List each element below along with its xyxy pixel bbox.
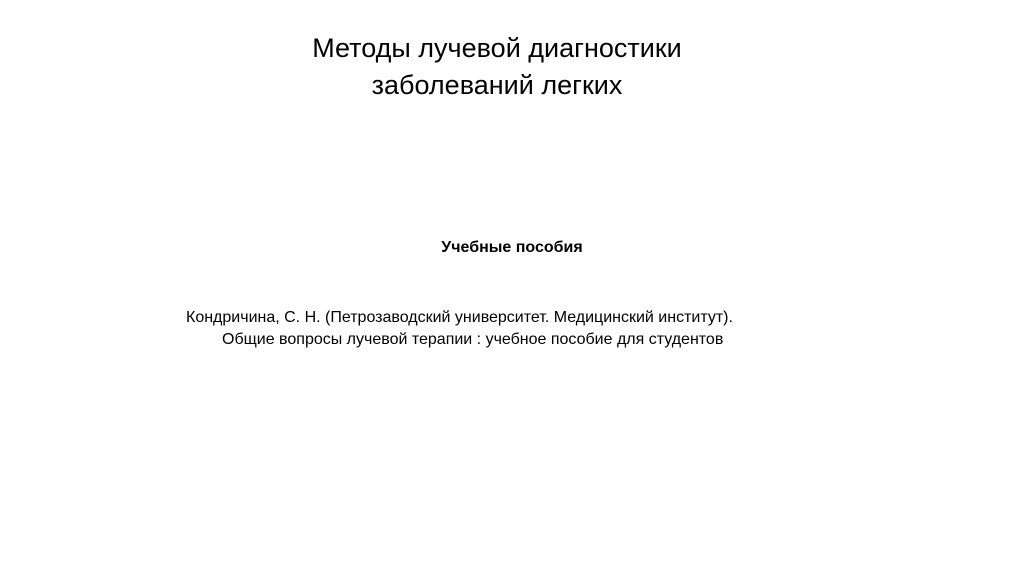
reference-line-1: Кондричина, С. Н. (Петрозаводский университет. Медицинский институт). [186,309,733,326]
title-line-1: Методы лучевой диагностики [312,33,682,63]
section-heading: Учебные пособия [441,239,583,256]
title-line-2: заболеваний легких [371,70,623,100]
slide-title [0,30,994,104]
bibliographic-reference [186,307,886,351]
reference-line-2: Общие вопросы лучевой терапии : учебное пособие для студентов [222,331,724,348]
